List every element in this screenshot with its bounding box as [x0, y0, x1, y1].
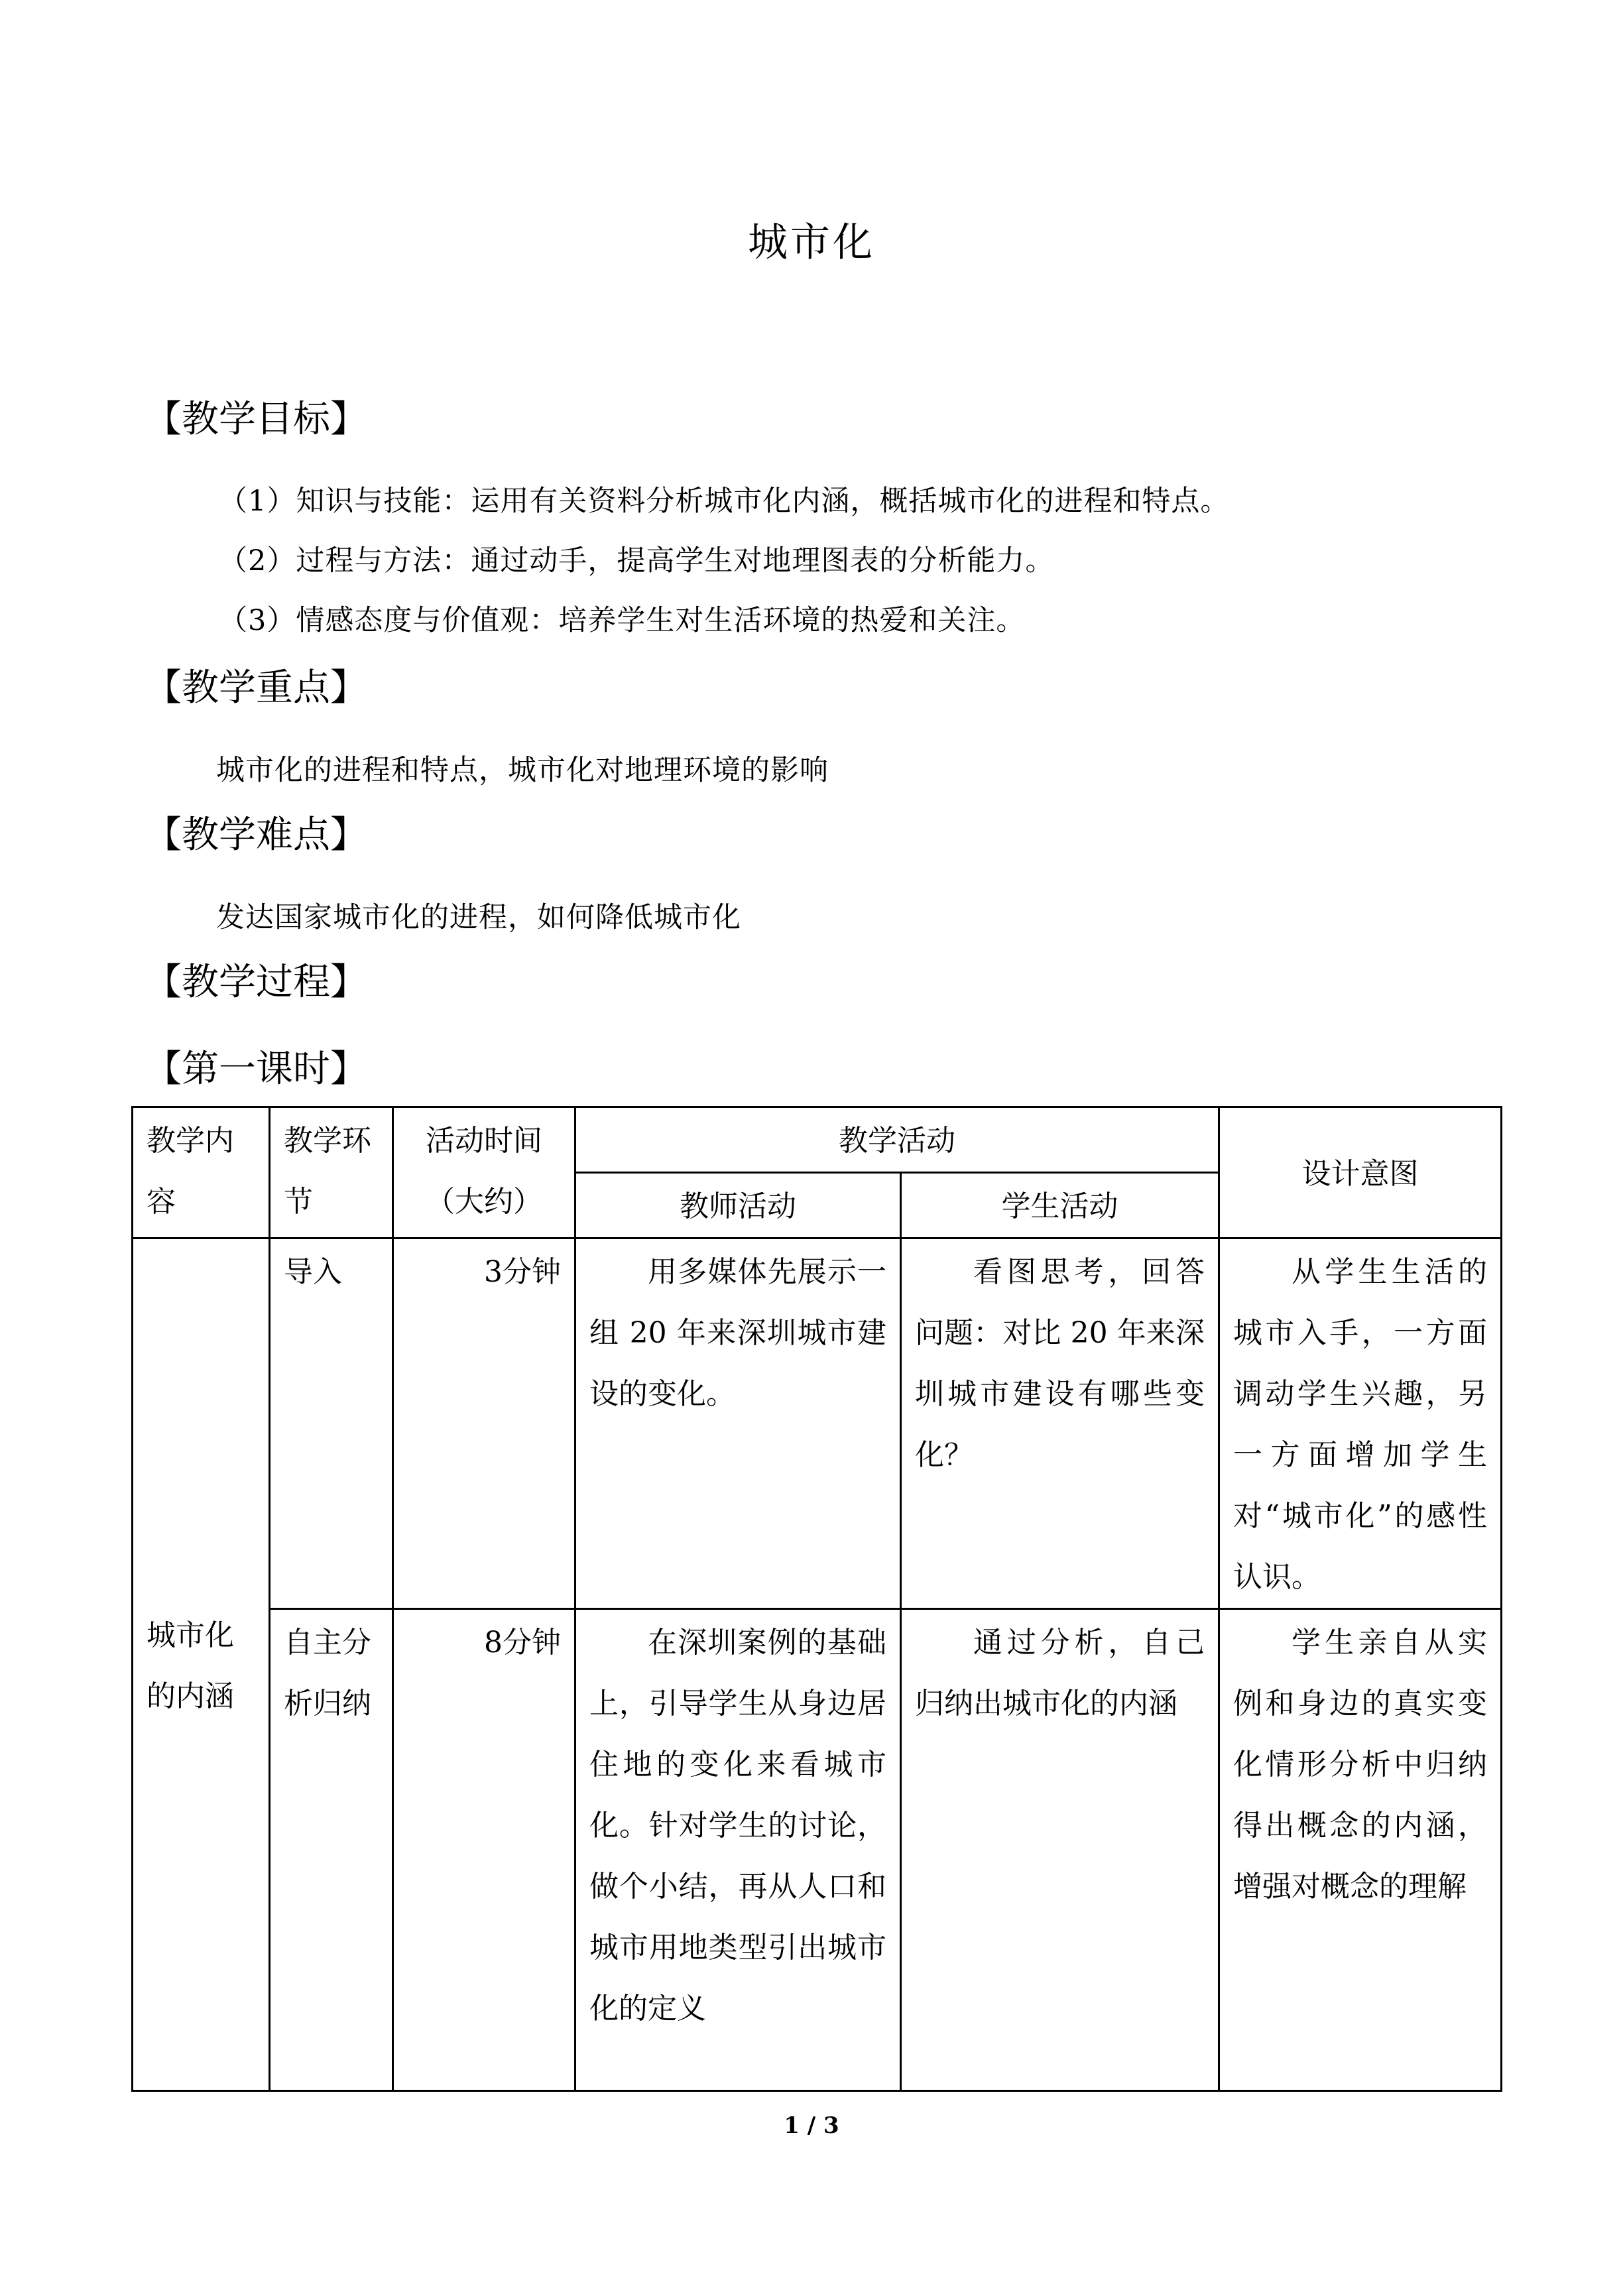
objectives-heading: 【教学目标】	[145, 398, 367, 441]
objective-item: （3）情感态度与价值观：培养学生对生活环境的热爱和关注。	[219, 604, 1026, 637]
time-cell: 8分钟	[393, 1609, 575, 2091]
header-content: 教学内容	[133, 1107, 270, 1239]
header-activities: 教学活动	[575, 1107, 1219, 1173]
intent-cell: 学生亲自从实例和身边的真实变化情形分析中归纳得出概念的内涵，增强对概念的理解	[1219, 1609, 1502, 2091]
key-points-text: 城市化的进程和特点，城市化对地理环境的影响	[216, 754, 829, 787]
teacher-activity-cell: 在深圳案例的基础上，引导学生从身边居住地的变化来看城市化。针对学生的讨论，做个小结，再从人口和城市用地类型引出城市化的定义	[575, 1609, 901, 2091]
page-title: 城市化	[748, 219, 875, 266]
objective-item: （2）过程与方法：通过动手，提高学生对地理图表的分析能力。	[219, 544, 1055, 577]
time-cell: 3分钟	[393, 1239, 575, 1609]
teacher-activity-cell: 用多媒体先展示一组 20 年来深圳城市建设的变化。	[575, 1239, 901, 1609]
table-row	[133, 1239, 1502, 1609]
content-cell: 城市化的内涵	[133, 1239, 270, 2091]
header-intent: 设计意图	[1219, 1107, 1502, 1239]
objective-item: （1）知识与技能：运用有关资料分析城市化内涵，概括城市化的进程和特点。	[219, 485, 1230, 518]
student-activity-cell: 通过分析，自己归纳出城市化的内涵	[901, 1609, 1219, 2091]
table-header-row	[133, 1107, 1502, 1173]
table-row	[133, 1609, 1502, 2091]
student-activity-cell: 看图思考，回答问题：对比 20 年来深圳城市建设有哪些变化？	[901, 1239, 1219, 1609]
lesson-heading: 【第一课时】	[145, 1048, 367, 1091]
difficulties-heading: 【教学难点】	[145, 814, 367, 857]
stage-cell: 导入	[270, 1239, 393, 1609]
header-stage: 教学环节	[270, 1107, 393, 1239]
difficulties-text: 发达国家城市化的进程，如何降低城市化	[216, 901, 741, 934]
header-time: 活动时间（大约）	[393, 1107, 575, 1239]
header-student: 学生活动	[901, 1173, 1219, 1239]
page-number: 1 / 3	[784, 2112, 839, 2139]
header-teacher: 教师活动	[575, 1173, 901, 1239]
key-points-heading: 【教学重点】	[145, 666, 367, 709]
process-heading: 【教学过程】	[145, 961, 367, 1004]
stage-cell: 自主分析归纳	[270, 1609, 393, 2091]
intent-cell: 从学生生活的城市入手，一方面调动学生兴趣，另一方面增加学生对“城市化”的感性认识。	[1219, 1239, 1502, 1609]
lesson-table	[131, 1106, 1502, 2092]
